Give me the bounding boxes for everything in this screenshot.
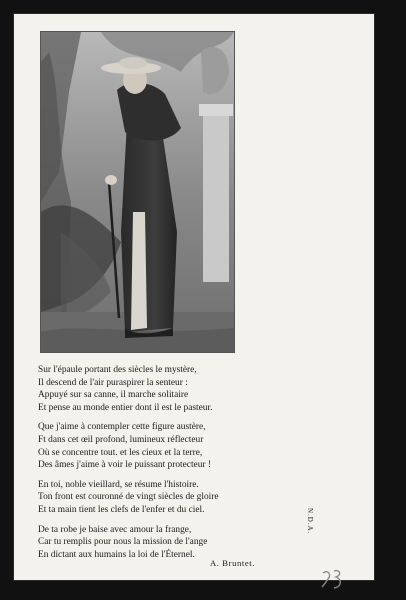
postcard <box>14 14 374 580</box>
photograph <box>40 31 235 353</box>
poem-line: Car tu remplis pour nous la mission de l'ange <box>38 537 208 548</box>
photo-illustration <box>41 32 234 352</box>
poem-line: Sur l'épaule portant des siècles le mystère, <box>38 365 197 375</box>
poem-line: Que j'aime à contempler cette figure austère, <box>38 422 206 433</box>
poem-line: Et pense au monde entier dont il est le pasteur. <box>38 402 213 413</box>
poem-signature: A. Bruntet. <box>210 558 256 568</box>
stanza-4 <box>38 524 318 562</box>
stanza-1 <box>38 364 318 414</box>
stanza-2 <box>38 421 318 471</box>
poem-line: Ton front est couronné de vingt siècles de gloire <box>38 492 219 503</box>
poem-line: Appuyé sur sa canne, il marche solitaire <box>38 390 189 401</box>
poem <box>38 364 318 568</box>
poem-line: En toi, noble vieillard, se résume l'histoire. <box>38 479 199 490</box>
poem-line: Il descend de l'air puraspirer la senteur : <box>38 377 188 388</box>
poem-line: Ft dans cet œil profond, lumineux réflecteur <box>38 434 204 445</box>
poem-line: Des âmes j'aime à voir le puissant protecteur ! <box>38 460 211 471</box>
poem-line: En dictant aux humains la loi de l'Éternel. <box>38 549 195 560</box>
poem-line: De ta robe je baise avec amour la frange, <box>38 524 192 535</box>
stanza-3 <box>38 479 318 517</box>
pencil-notation <box>320 567 352 591</box>
side-mark: N.D.A. <box>306 508 314 535</box>
poem-line: Où se concentre tout. et les cieux et la terre, <box>38 447 203 458</box>
poem-line: Et ta main tient les clefs de l'enfer et du ciel. <box>38 504 205 515</box>
